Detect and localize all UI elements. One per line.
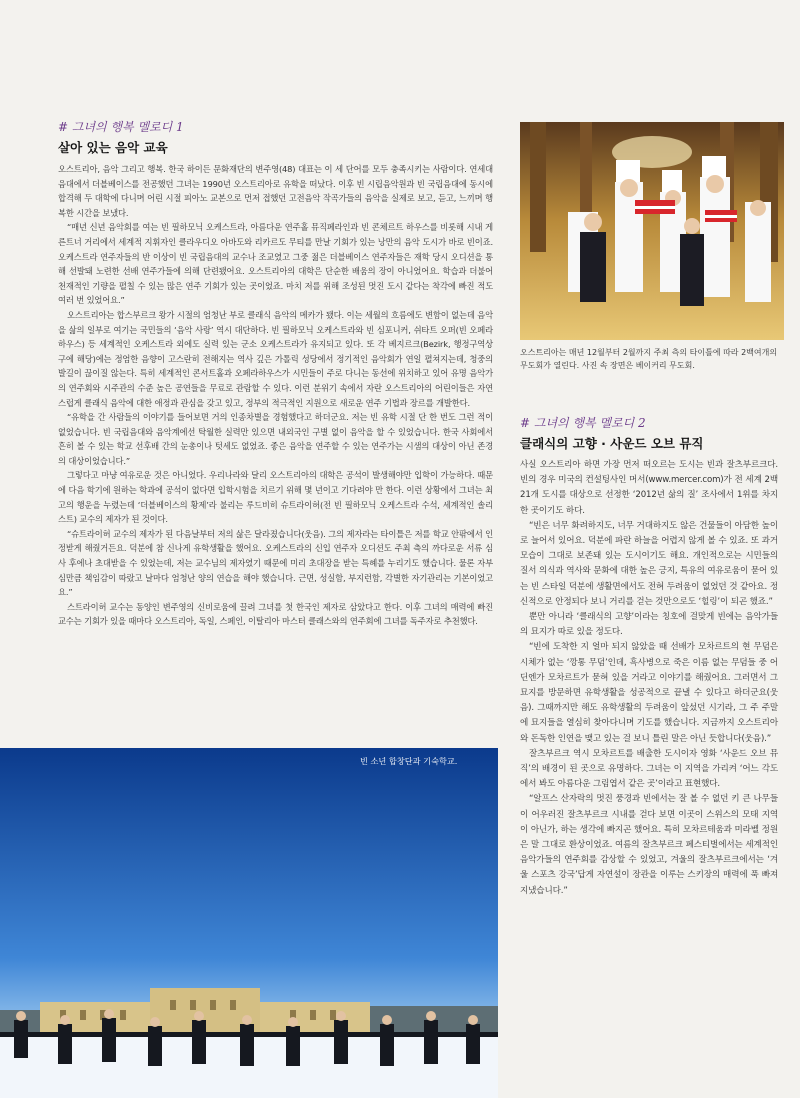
paragraph: “빈은 너무 화려하지도, 너무 거대하지도 않은 건물들이 아담한 높이로 늘어서 있어요. 덕분에 파란 하늘을 어렵지 않게 볼 수 있죠. 또 과거 모습이 그대로 보존돼 있는 도시이기도 해요. 개인적으로는 시민들의 질서 의식과 역사와 문화에 대한 높은 긍지, 특유의 여유로움이 묻어 있는 빈 스타일 덕분에 생활면에서도 전혀 두려움이 없었던 것 같아요. 정신적으로 안정되다 보니 거리를 걷는 것만으로도 ‘힐링’이 되곤 했죠.”: [520, 520, 778, 607]
section-2-tag: # 그녀의 행복 멜로디 2: [520, 416, 646, 430]
section-1-title: 살아 있는 음악 교육: [58, 140, 168, 155]
ball-photo-caption: 오스트리아는 매년 12월부터 2월까지 주최 측의 타이틀에 따라 2백여개의 무도회가 열린다. 사진 속 장면은 베이커리 무도회.: [520, 348, 778, 370]
top-margin: [0, 0, 800, 110]
section-2: [520, 414, 778, 899]
paragraph: 잘츠부르크 역시 모차르트를 배출한 도시이자 영화 ‘사운드 오브 뮤직’의 배경이 된 곳으로 유명하다. 그녀는 이 지역을 가리켜 ‘어느 각도에서 봐도 아름다운 그림엽서 같은 곳’이라고 표현했다.: [520, 748, 778, 790]
paragraph: “매년 신년 음악회를 여는 빈 필하모닉 오케스트라, 아름다운 연주홀 뮤직페라인과 빈 콘체르트 하우스를 비롯해 시내 게른트너 거리에서 세계적 지휘자인 클라우디오 아바도와 리카르도 무티를 만날 기회가 있는 낭만의 음악 도시가 바로 빈이죠. 오케스트라 연주자들의 반 이상이 빈 국립음대의 교수나 조교였고 그중 젊은 더블베이스 연주자들은 재학 당시 오디션을 통해 선발돼 노련한 선배 연주가들에 의해 단련됐어요. 오스트리아의 대학은 단순한 배움의 장이 아니었어요. 학습과 더불어 천재적인 기량을 펼칠 수 있는 많은 연주 기회가 있는 곳이었죠. 마치 저를 위해 조성된 멋진 도시 같다는 착각에 빠진 적도 여러 번 있었어요.”: [58, 222, 493, 306]
snow-photo-image: [0, 748, 498, 1098]
ball-photo-image: [520, 122, 784, 340]
paragraph: “슈트라이허 교수의 제자가 된 다음날부터 저의 삶은 달라졌습니다(웃음). 그의 제자라는 타이틀은 저를 학교 안팎에서 인정받게 해줬거든요. 덕분에 참 신나게 유학생활을 했어요. 오케스트라의 신입 연주자 오디션도 주최 측의 까다로운 서류 심사 후에나 초대받을 수 있었는데, 저는 교수님의 제자였기 때문에 미리 초대장을 받는 특혜를 누리기도 했습니다. 물론 자부심만큼 책임감이 따랐고 날마다 엄청난 양의 연습을 해야 했습니다. 근면, 성실함, 부지런함, 각별한 자기관리는 기본이었고요.”: [58, 528, 493, 598]
paragraph: 그렇다고 마냥 여유로운 것은 아니었다. 우리나라와 달리 오스트리아의 대학은 공석이 발생해야만 입학이 가능하다. 때문에 다음 학기에 원하는 학과에 공석이 없다면 입학시험을 치르기 위해 몇 년이고 기다려야 만 한다. 이런 상황에서 그녀는 최고의 행운을 누렸는데 ‘더블베이스의 황제’라 불리는 루드비히 슈트라이허(전 빈 필하모닉 오케스트라 수석, 세계적인 솔리스트) 교수의 제자가 된 것이다.: [58, 470, 493, 525]
paragraph: 스트라이허 교수는 동양인 변주영의 신비로움에 끌려 그녀를 첫 한국인 제자로 삼았다고 한다. 이후 그녀의 매력에 빠진 교수는 기회가 있을 때마다 오스트리아, 독일, 스페인, 이탈리아 마스터 클래스와의 연주회에 그녀를 독주자로 추천했다.: [58, 601, 493, 627]
snow-photo: [0, 748, 498, 1098]
paragraph: 오스트리아, 음악 그리고 행복. 한국 하이든 문화재단의 변주영(48) 대표는 이 세 단어를 모두 충족시키는 사람이다. 연세대 음대에서 더블베이스를 전공했던 그녀는 1990년 오스트리아로 유학을 떠났다. 이후 빈 시립음악원과 빈 국립음대에 동시에 합격해 두 대학에 다니며 어린 시절 피아노 교본으로 먼저 접했던 고전음악 작곡가들의 음악을 실제로 보고, 듣고, 느끼며 행복한 시간을 보냈다.: [58, 164, 493, 218]
snow-photo-caption: 빈 소년 합창단과 기숙학교.: [360, 756, 458, 766]
section-1: [58, 118, 493, 629]
paragraph: 사실 오스트리아 하면 가장 먼저 떠오르는 도시는 빈과 잘츠부르크다. 빈의 경우 미국의 컨설팅사인 머서(www.mercer.com)가 전 세계 2백21개 도시를 대상으로 선정한 ‘2012년 삶의 질’ 조사에서 1위를 차지한 곳이기도 하다.: [520, 460, 778, 516]
ball-photo: [520, 122, 784, 340]
paragraph: “빈에 도착한 지 얼마 되지 않았을 때 선배가 모차르트의 현 무덤은 시체가 없는 ‘깡통 무덤’인데, 흑사병으로 죽은 이름 없는 무덤들 중 어딘엔가 모차르트가 묻혀 있을 거라고 이야기를 해줬어요. 그러면서 그 묘지를 방문하면 유학생활을 성공적으로 끝낼 수 있다고 하더군요(웃음). 그때까지만 해도 유학생활의 두려움이 앞섰던 시기라, 그 주 주말에 묘지들을 열심히 찾아다니며 기도를 했습니다. 지금까지 오스트리아와 돈독한 인연을 맺고 있는 걸 보니 틀린 말은 아닌 듯합니다(웃음).”: [520, 642, 778, 744]
section-1-tag: # 그녀의 행복 멜로디 1: [58, 120, 184, 134]
section-2-title: 클래식의 고향 · 사운드 오브 뮤직: [520, 436, 704, 451]
paragraph: 뿐만 아니라 ‘클래식의 고향’이라는 칭호에 걸맞게 빈에는 음악가들의 묘지가 따로 있을 정도다.: [520, 612, 778, 638]
paragraph: “알프스 산자락의 멋진 풍경과 빈에서는 잘 볼 수 없던 키 큰 나무들이 어우러진 잘츠부르크 시내를 걷다 보면 이곳이 스위스의 모태 지역이 아닌가, 하는 생각에 빠지곤 했어요. 특히 모차르테움과 미라벨 정원은 말 그대로 환상이었죠. 여름의 잘츠부르크 페스티벌에서는 세계적인 음악가들의 연주회를 감상할 수 있었고, 겨울의 잘츠부르크에서는 ‘겨울 스포츠 강국’답게 자연설이 장관을 이루는 스키장의 매력에 푹 빠져 지냈습니다.”: [520, 794, 778, 896]
paragraph: 오스트리아는 합스부르크 왕가 시절의 엄청난 부로 클래식 음악의 메카가 됐다. 이는 세월의 흐름에도 변함이 없는데 음악을 삶의 일부로 여기는 국민들의 ‘음악 사랑’ 역시 대단하다. 빈 필하모닉 오케스트라와 빈 심포니커, 쉬타트 오퍼(빈 오페라하우스) 등 세계적인 오케스트라 외에도 실력 있는 군소 오케스트라가 유지되고 있다. 또 각 베지르크(Bezirk, 행정구역상 구에 해당)에는 정엄한 음향이 고스란히 전해지는 역사 깊은 가톨릭 성당에서 정기적인 음악회가 연일 펼쳐지는데, 청중의 발길이 끊이질 않는다. 특히 세계적인 콘서트홀과 오페라하우스가 시민들이 주로 다니는 동선에 위치하고 있어 유명 음악가의 연주회와 시주관의 수준 높은 공연들을 무료로 관람할 수 있다. 이런 분위기 속에서 자란 오스트리아의 어린이들은 자연스럽게 클래식 음악에 대한 애정과 관심을 갖고 있고, 정부의 적극적인 지원으로 새로운 연주 기법과 장르를 개발한다.: [58, 309, 493, 408]
paragraph: “유학을 간 사람들의 이야기를 들어보면 거의 인종차별을 경험했다고 하더군요. 저는 빈 유학 시절 단 한 번도 그런 적이 없었습니다. 빈 국립음대와 음악계에선 탁월한 실력만 있으면 내외국인 구별 없이 음악을 할 수 있었습니다. 한국 사회에서 흔히 볼 수 있는 학교 선후배 간의 눈총이나 텃세도 없었죠. 좋은 음악을 연주할 수 있는 연주가는 시샘의 대상이 아닌 존경의 대상이었습니다.”: [58, 412, 493, 466]
